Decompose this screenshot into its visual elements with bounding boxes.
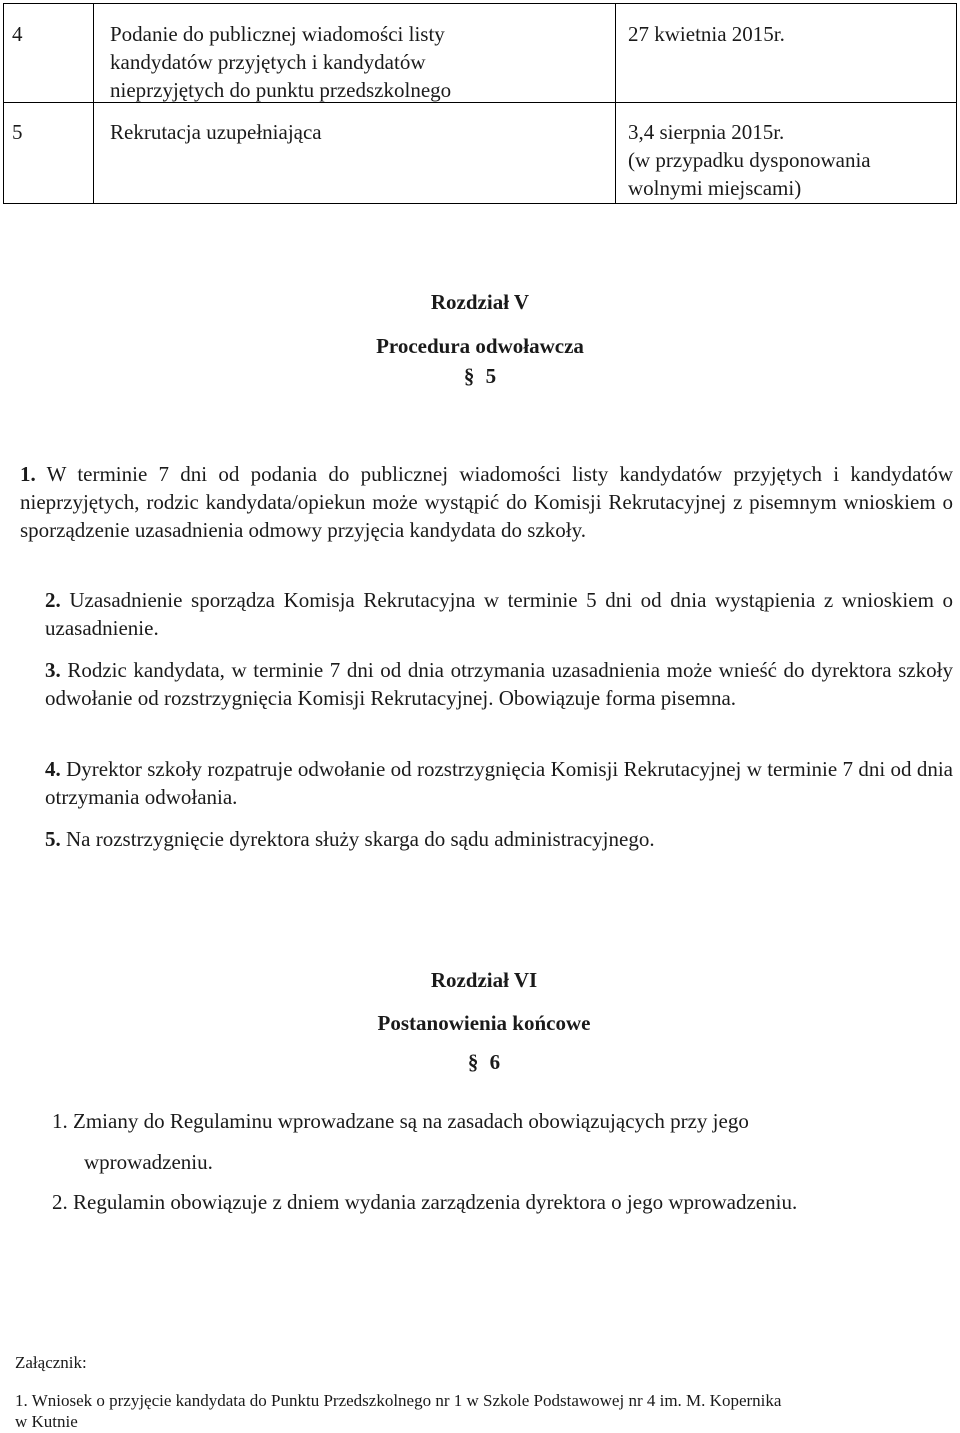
chapter5-subtitle: Procedura odwoławcza: [376, 334, 584, 358]
chapter5-item-1: [20, 460, 953, 544]
section-number: 5: [485, 364, 497, 388]
schedule-table: [3, 3, 957, 204]
item-text: Rodzic kandydata, w terminie 7 dni od dnia otrzymania uzasadnienia może wnieść do dyrektora szkoły odwołanie od rozstrzygnięcia Komisji Rekrutacyjnej. Obowiązuje forma pisemna.: [45, 658, 953, 710]
description-line: Podanie do publicznej wiadomości listy: [110, 22, 445, 46]
description-line: kandydatów przyjętych i kandydatów: [110, 50, 426, 74]
table-column-divider: [615, 4, 616, 203]
item-number: 2.: [45, 588, 61, 612]
item-text: Uzasadnienie sporządza Komisja Rekrutacyjna w terminie 5 dni od dnia wystąpienia z wnioskiem o uzasadnienie.: [45, 588, 954, 640]
description-line: Rekrutacja uzupełniająca: [110, 120, 322, 144]
date-line: 3,4 sierpnia 2015r.: [628, 120, 785, 144]
item-text: Dyrektor szkoły rozpatruje odwołanie od rozstrzygnięcia Komisji Rekrutacyjnej w terminie 7 dni od dnia otrzymania odwołania.: [45, 757, 954, 809]
chapter6-item-2: 2. Regulamin obowiązuje z dniem wydania zarządzenia dyrektora o jego wprowadzeniu.: [52, 1190, 798, 1214]
item-number: 1.: [20, 462, 36, 486]
table-row-date: [628, 118, 871, 202]
chapter6-title: Rozdział VI: [430, 968, 538, 992]
table-row-description: [110, 118, 322, 146]
section-symbol: §: [463, 364, 475, 388]
date-line: (w przypadku dysponowania: [628, 148, 871, 172]
description-line: nieprzyjętych do punktu przedszkolnego: [110, 78, 452, 102]
table-row-number: 4: [12, 22, 23, 46]
chapter5-item-3: [45, 656, 953, 712]
attachment-item-line-2: w Kutnie: [15, 1412, 78, 1431]
item-number: 5.: [45, 827, 61, 851]
chapter5-item-5: [45, 825, 953, 853]
item-number: 3.: [45, 658, 61, 682]
date-line: wolnymi miejscami): [628, 176, 802, 200]
attachment-label: Załącznik:: [15, 1353, 87, 1372]
section-symbol: §: [467, 1050, 479, 1074]
chapter5-section: [0, 364, 960, 389]
chapter6-section: [4, 1050, 960, 1075]
chapter6-item-1-line-1: 1. Zmiany do Regulaminu wprowadzane są na zasadach obowiązujących przy jego: [52, 1109, 749, 1133]
table-row-date: [628, 20, 785, 48]
chapter5-title: Rozdział V: [430, 290, 530, 314]
chapter5-item-4: [45, 755, 953, 811]
section-number: 6: [489, 1050, 501, 1074]
table-row-number: 5: [12, 120, 23, 144]
chapter5-item-2: [45, 586, 953, 642]
attachment-item-line-1: 1. Wniosek o przyjęcie kandydata do Punktu Przedszkolnego nr 1 w Szkole Podstawowej nr 4 im. M. Kopernika: [15, 1391, 782, 1410]
item-text: W terminie 7 dni od podania do publicznej wiadomości listy kandydatów przyjętych i kandydatów nieprzyjętych, rodzic kandydata/opiekun może wystąpić do Komisji Rekrutacyjnej z pisemnym wnioskiem o sporządzenie uzasadnienia odmowy przyjęcia kandydata do szkoły.: [20, 462, 953, 542]
table-row-description: [110, 20, 451, 104]
table-column-divider: [93, 4, 94, 203]
item-text: Na rozstrzygnięcie dyrektora służy skarga do sądu administracyjnego.: [66, 827, 655, 851]
chapter6-item-1-line-2: wprowadzeniu.: [84, 1150, 213, 1174]
chapter6-subtitle: Postanowienia końcowe: [377, 1011, 591, 1035]
item-number: 4.: [45, 757, 61, 781]
date-line: 27 kwietnia 2015r.: [628, 22, 785, 46]
